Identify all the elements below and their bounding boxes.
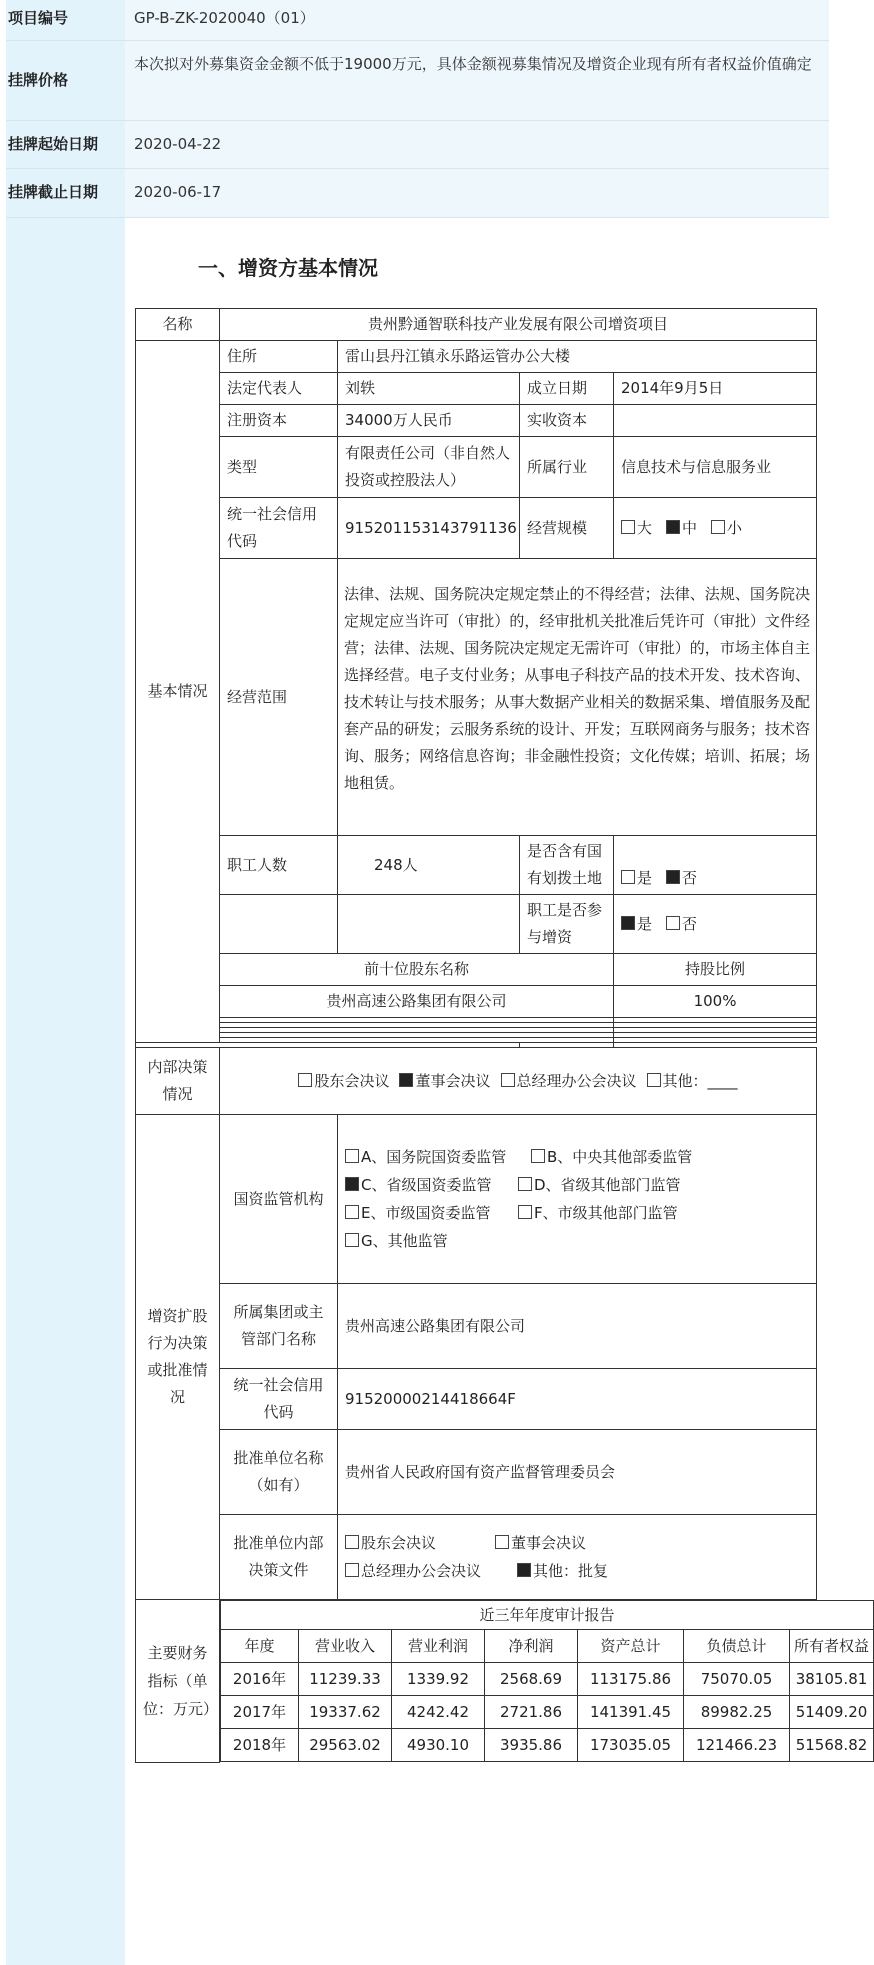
regulator-line xyxy=(345,1227,809,1255)
reg-c-option[interactable] xyxy=(345,1171,518,1199)
checked-checkbox-icon xyxy=(666,520,680,534)
checkbox-icon xyxy=(647,1073,661,1087)
reg-g-option[interactable] xyxy=(345,1227,448,1255)
finance-cell: 4242.42 xyxy=(392,1696,485,1729)
start-date-value: 2020-04-22 xyxy=(134,135,222,153)
finance-cell: 2568.69 xyxy=(485,1663,578,1696)
project-no-label: 项目编号 xyxy=(8,9,69,27)
reg-f-text: F、市级其他部门监管 xyxy=(534,1204,678,1222)
scale-large-text: 大 xyxy=(637,518,653,537)
reg-c-text: C、省级国资委监管 xyxy=(361,1176,492,1194)
checkbox-icon xyxy=(495,1535,509,1549)
legal-rep-label: 法定代表人 xyxy=(220,373,338,405)
finance-header-cell: 资产总计 xyxy=(578,1630,684,1663)
land-yes-option[interactable] xyxy=(621,865,652,892)
doc-other-option[interactable] xyxy=(517,1557,608,1585)
finance-data-row xyxy=(221,1663,874,1696)
regulator-options xyxy=(338,1115,817,1284)
finance-cell: 113175.86 xyxy=(578,1663,684,1696)
reg-capital-value: 34000万人民币 xyxy=(338,405,520,437)
approval-doc-label: 批准单位内部决策文件 xyxy=(220,1515,338,1600)
finance-cell: 2018年 xyxy=(221,1729,299,1762)
decision-other-option[interactable] xyxy=(647,1068,738,1095)
project-no-value: GP-B-ZK-2020040（01） xyxy=(134,9,315,27)
end-date-value: 2020-06-17 xyxy=(134,183,222,201)
finance-cell: 121466.23 xyxy=(684,1729,790,1762)
start-date-label: 挂牌起始日期 xyxy=(8,135,99,153)
finance-header-cell: 所有者权益 xyxy=(790,1630,874,1663)
participate-yes-text: 是 xyxy=(637,914,653,933)
checkbox-icon xyxy=(621,870,635,884)
found-date-label: 成立日期 xyxy=(520,373,614,405)
finance-cell: 11239.33 xyxy=(299,1663,392,1696)
approver-row xyxy=(136,1430,817,1515)
checkbox-icon xyxy=(345,1233,359,1247)
doc3-text: 总经理办公会决议 xyxy=(361,1562,482,1580)
regulator-line xyxy=(345,1199,809,1227)
staff-value: 248人 xyxy=(338,836,520,895)
finance-cell: 19337.62 xyxy=(299,1696,392,1729)
found-date-value: 2014年9月5日 xyxy=(614,373,817,405)
scale-options xyxy=(614,498,817,559)
holder-name: 贵州高速公路集团有限公司 xyxy=(220,986,614,1018)
decision-shareholder-option[interactable] xyxy=(298,1068,389,1095)
checked-checkbox-icon xyxy=(666,870,680,884)
credit-label: 统一社会信用代码 xyxy=(220,498,338,559)
empty-cell xyxy=(220,895,338,954)
project-no-row xyxy=(6,0,829,41)
regulator-label: 国资监管机构 xyxy=(220,1115,338,1284)
end-date-label: 挂牌截止日期 xyxy=(8,183,99,201)
finance-header-cell: 营业收入 xyxy=(299,1630,392,1663)
participate-no-text: 否 xyxy=(682,914,698,933)
finance-label: 主要财务指标（单位：万元） xyxy=(136,1600,220,1763)
credit-value: 915201153143791136 xyxy=(338,498,520,559)
checked-checkbox-icon xyxy=(399,1073,413,1087)
capital-row xyxy=(136,405,817,437)
doc-line xyxy=(345,1529,809,1557)
checkbox-icon xyxy=(711,520,725,534)
decision-opt2-text: 董事会决议 xyxy=(415,1071,491,1090)
regulator-line xyxy=(345,1171,809,1199)
reg-capital-label: 注册资本 xyxy=(220,405,338,437)
land-yes-text: 是 xyxy=(637,869,653,887)
finance-cell: 51568.82 xyxy=(790,1729,874,1762)
decision-label: 内部决策情况 xyxy=(136,1048,220,1115)
finance-cell: 89982.25 xyxy=(684,1696,790,1729)
decision-row xyxy=(136,1048,817,1115)
reg-a-option[interactable] xyxy=(345,1143,531,1171)
checked-checkbox-icon xyxy=(621,916,635,930)
industry-label: 所属行业 xyxy=(520,437,614,498)
holder-ratio xyxy=(614,1038,817,1043)
finance-cell: 4930.10 xyxy=(392,1729,485,1762)
land-no-option[interactable] xyxy=(666,865,697,892)
scale-large-option[interactable] xyxy=(621,515,652,542)
doc-line xyxy=(345,1557,809,1585)
reg-g-text: G、其他监管 xyxy=(361,1232,448,1250)
checkbox-icon xyxy=(666,916,680,930)
company-name: 贵州黔通智联科技产业发展有限公司增资项目 xyxy=(220,309,817,341)
checkbox-icon xyxy=(345,1563,359,1577)
checkbox-icon xyxy=(518,1177,532,1191)
scope-value: 法律、法规、国务院决定规定禁止的不得经营；法律、法规、国务院决定规定应当许可（审批）的，经审批机关批准后凭许可（审批）文件经营；法律、法规、国务院决定规定无需许可（审批）的，市场主体自主选择经营。电子支付业务；从事电子科技产品的技术开发、技术咨询、技术转让与技术服务；从事大数据产业相关的数据采集、增值服务及配套产品的研发；云服务系统的设计、开发；互联网商务与服务；技术咨询、服务；网络信息咨询；非金融性投资；文化传媒；培训、拓展；场地租赁。 xyxy=(338,559,817,836)
company-info-table xyxy=(135,308,870,1763)
industry-value: 信息技术与信息服务业 xyxy=(614,437,817,498)
finance-row xyxy=(136,1600,817,1763)
approval-label: 增资扩股行为决策或批准情况 xyxy=(136,1115,220,1600)
name-row xyxy=(136,309,817,341)
finance-cell: 141391.45 xyxy=(578,1696,684,1729)
finance-data-row xyxy=(221,1696,874,1729)
label-column-background xyxy=(6,0,125,1965)
reg-e-option[interactable] xyxy=(345,1199,518,1227)
reg-a-text: A、国务院国资委监管 xyxy=(361,1148,507,1166)
reg-d-text: D、省级其他部门监管 xyxy=(534,1176,681,1194)
finance-cell xyxy=(220,1600,870,1763)
ratio-header: 持股比例 xyxy=(614,954,817,986)
checkbox-icon xyxy=(621,520,635,534)
regulator-row xyxy=(136,1115,817,1284)
finance-cell: 2721.86 xyxy=(485,1696,578,1729)
checked-checkbox-icon xyxy=(345,1177,359,1191)
start-date-row xyxy=(6,120,829,169)
checkbox-icon xyxy=(518,1205,532,1219)
finance-header-cell: 净利润 xyxy=(485,1630,578,1663)
type-label: 类型 xyxy=(220,437,338,498)
type-row xyxy=(136,437,817,498)
doc1-text: 股东会决议 xyxy=(361,1534,437,1552)
scope-row xyxy=(136,559,817,836)
group-label: 所属集团或主管部门名称 xyxy=(220,1284,338,1369)
decision-opt3-text: 总经理办公会决议 xyxy=(516,1071,637,1090)
finance-header-cell: 年度 xyxy=(221,1630,299,1663)
legal-rep-row xyxy=(136,373,817,405)
decision-opt1-text: 股东会决议 xyxy=(314,1071,390,1090)
finance-cell: 38105.81 xyxy=(790,1663,874,1696)
reg-e-text: E、市级国资委监管 xyxy=(361,1204,491,1222)
decision-board-option[interactable] xyxy=(399,1068,490,1095)
type-value: 有限责任公司（非自然人投资或控股法人） xyxy=(338,437,520,498)
approver-value: 贵州省人民政府国有资产监督管理委员会 xyxy=(338,1430,817,1515)
finance-header-cell: 营业利润 xyxy=(392,1630,485,1663)
staff-participate-row xyxy=(136,895,817,954)
approver-label: 批准单位名称（如有） xyxy=(220,1430,338,1515)
scope-label: 经营范围 xyxy=(220,559,338,836)
participate-no-option[interactable] xyxy=(666,911,697,938)
checkbox-icon xyxy=(345,1149,359,1163)
scale-mid-option[interactable] xyxy=(666,515,697,542)
finance-title: 近三年年度审计报告 xyxy=(221,1601,874,1630)
address-value: 雷山县丹江镇永乐路运管办公大楼 xyxy=(338,341,817,373)
name-label: 名称 xyxy=(136,309,220,341)
approval-doc-row xyxy=(136,1515,817,1600)
finance-cell: 2016年 xyxy=(221,1663,299,1696)
approval-doc-options xyxy=(338,1515,817,1600)
finance-cell: 173035.05 xyxy=(578,1729,684,1762)
legal-rep-value: 刘轶 xyxy=(338,373,520,405)
finance-header-cell: 负债总计 xyxy=(684,1630,790,1663)
doc-shareholder-option[interactable] xyxy=(345,1529,495,1557)
credit-row xyxy=(136,498,817,559)
finance-cell: 29563.02 xyxy=(299,1729,392,1762)
scale-small-text: 小 xyxy=(727,518,743,537)
decision-gm-option[interactable] xyxy=(501,1068,637,1095)
finance-cell: 2017年 xyxy=(221,1696,299,1729)
finance-header-row xyxy=(221,1630,874,1663)
holder-row xyxy=(136,986,817,1018)
land-no-text: 否 xyxy=(682,869,698,887)
basic-info-label: 基本情况 xyxy=(136,341,220,1043)
land-label: 是否含有国有划拨土地 xyxy=(520,836,614,895)
supervisor-row xyxy=(136,1284,817,1369)
checkbox-icon xyxy=(531,1149,545,1163)
doc-gm-option[interactable] xyxy=(345,1557,517,1585)
staff-row xyxy=(136,836,817,895)
doc-board-option[interactable] xyxy=(495,1529,586,1557)
finance-data-row xyxy=(221,1729,874,1762)
reg-b-text: B、中央其他部委监管 xyxy=(547,1148,693,1166)
section-title: 一、增资方基本情况 xyxy=(198,256,378,280)
staff-participate-label: 职工是否参与增资 xyxy=(520,895,614,954)
approval-credit-label: 统一社会信用代码 xyxy=(220,1369,338,1430)
scale-mid-text: 中 xyxy=(682,518,698,537)
scale-small-option[interactable] xyxy=(711,515,742,542)
doc4-text: 其他：批复 xyxy=(533,1562,609,1580)
decision-options xyxy=(220,1048,817,1115)
participate-yes-option[interactable] xyxy=(621,911,652,938)
approval-credit-value: 91520000214418664F xyxy=(338,1369,817,1430)
paid-capital-label: 实收资本 xyxy=(520,405,614,437)
group-value: 贵州高速公路集团有限公司 xyxy=(338,1284,817,1369)
checked-checkbox-icon xyxy=(517,1563,531,1577)
empty-cell xyxy=(338,895,520,954)
holder-ratio: 100% xyxy=(614,986,817,1018)
paid-capital-value xyxy=(614,405,817,437)
finance-title-row xyxy=(221,1601,874,1630)
holders-header: 前十位股东名称 xyxy=(220,954,614,986)
checkbox-icon xyxy=(345,1205,359,1219)
price-row xyxy=(6,40,829,121)
address-label: 住所 xyxy=(220,341,338,373)
approval-credit-row xyxy=(136,1369,817,1430)
address-row xyxy=(136,341,817,373)
checkbox-icon xyxy=(501,1073,515,1087)
reg-b-option[interactable] xyxy=(531,1143,692,1171)
finance-table xyxy=(220,1600,874,1762)
price-value: 本次拟对外募集资金金额不低于19000万元，具体金额视募集情况及增资企业现有所有者权益价值确定 xyxy=(134,55,812,73)
scale-label: 经营规模 xyxy=(520,498,614,559)
staff-label: 职工人数 xyxy=(220,836,338,895)
price-label: 挂牌价格 xyxy=(8,71,69,89)
land-options xyxy=(614,836,817,895)
reg-d-option[interactable] xyxy=(518,1171,681,1199)
reg-f-option[interactable] xyxy=(518,1199,678,1227)
finance-cell: 75070.05 xyxy=(684,1663,790,1696)
participate-options xyxy=(614,895,817,954)
doc2-text: 董事会决议 xyxy=(511,1534,587,1552)
end-date-row xyxy=(6,168,829,218)
checkbox-icon xyxy=(298,1073,312,1087)
finance-cell: 1339.92 xyxy=(392,1663,485,1696)
finance-cell: 3935.86 xyxy=(485,1729,578,1762)
checkbox-icon xyxy=(345,1535,359,1549)
decision-opt4-text: 其他：____ xyxy=(662,1071,738,1090)
regulator-line xyxy=(345,1143,809,1171)
holders-header-row xyxy=(136,954,817,986)
finance-cell: 51409.20 xyxy=(790,1696,874,1729)
